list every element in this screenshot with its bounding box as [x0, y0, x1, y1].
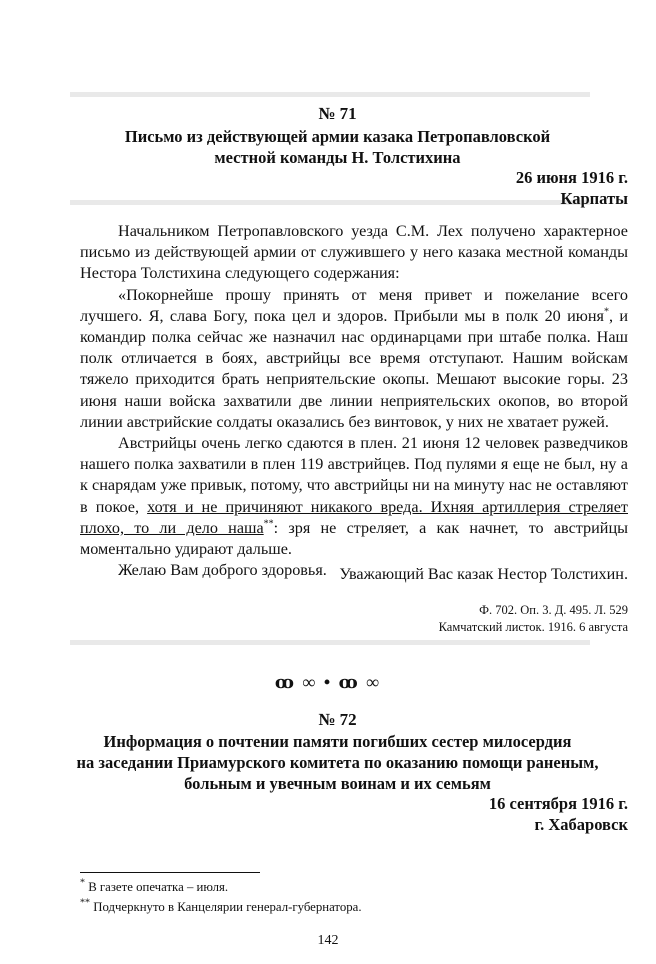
footnote-1-mark: * [80, 877, 85, 889]
page-number: 142 [317, 933, 339, 948]
footnote-1-text: В газете опечатка – июля. [85, 880, 229, 894]
doc71-title-line1: Письмо из действующей армии казака Петропавловской [124, 127, 551, 146]
doc71-letter-closing: Желаю Вам доброго здоровья. [118, 561, 327, 580]
footnote-ref-2: ** [263, 518, 274, 530]
doc71-source: Камчатский листок. 1916. 6 августа [438, 620, 628, 634]
doc72-number: № 72 [318, 710, 357, 729]
doc71-letter-paragraph-1 [80, 285, 628, 433]
doc71-intro: Начальником Петропавловского уезда С.М. Лех получено характерное письмо из действующей армии от служившего у него казака местной команды Нестора Толстихина следующего содержания: [80, 222, 628, 283]
doc71-archive-ref: Ф. 702. Оп. 3. Д. 495. Л. 529 [479, 603, 628, 617]
footnote-ref-1: * [603, 306, 609, 318]
letter-p2-part-a: Австрийцы очень легко сдаются в плен. 21 июня 12 человек разведчиков нашего полка захватили в плен 119 австрийцев. Под пулями я еще не был, ну а к снарядам уже привык, потому, что австрийцы ни на минуту нас не оставляют в покое, [80, 434, 628, 516]
underlined-passage: хотя и не причиняют никакого вреда. Ихняя артиллерия стреляет плохо, то ли дело наша [80, 497, 628, 537]
doc71-number: № 71 [318, 104, 357, 123]
doc71-letter-paragraph-2 [80, 433, 628, 560]
bleed-through-mark [70, 92, 590, 97]
section-divider-ornament: ꝏ ∞ • ꝏ ∞ [274, 672, 382, 692]
letter-p1-part-a: «Покорнейше прошу принять от меня привет и пожелание всего лучшего. Я, слава Богу, пока цел и здоров. Прибыли мы в полк 20 июня [80, 285, 628, 325]
footnote-divider [80, 872, 260, 873]
footnote-2 [80, 897, 362, 915]
letter-p1-part-b: , и командир полка сейчас же назначил нас ординарцами при штабе полка. Наш полк отличается в боях, австрийцы все время отступают. Нашим войскам тяжело приходится брать неприятельские окопы. Мешают высокие горы. 23 июня наши войска захватили две линии неприятельских окопов, во второй линии австрийские солдаты оказались без винтовок, у них не хватает ружей. [80, 306, 628, 431]
doc72-title-line2: на заседании Приамурского комитета по оказанию помощи раненым, [76, 753, 599, 772]
footnote-1 [80, 877, 229, 895]
doc72-title-line1: Информация о почтении памяти погибших сестер милосердия [103, 732, 572, 751]
doc72-title-line3: больным и увечным воинам и их семьям [184, 774, 491, 793]
doc71-title-line2: местной команды Н. Толстихина [214, 148, 461, 167]
bleed-through-mark [70, 200, 590, 205]
footnote-2-text: Подчеркнуто в Канцелярии генерал-губернатора. [90, 900, 362, 914]
letter-p2-part-b: : зря не стреляет, а как начнет, то австрийцы моментально удирают дальше. [80, 518, 628, 559]
doc71-date: 26 июня 1916 г. [515, 168, 628, 187]
doc71-signature: Уважающий Вас казак Нестор Толстихин. [339, 565, 628, 583]
bleed-through-mark [70, 640, 590, 645]
doc71-body [80, 221, 628, 581]
doc72-date: 16 сентября 1916 г. [488, 794, 628, 813]
footnote-2-mark: ** [80, 897, 90, 909]
doc71-place: Карпаты [560, 189, 628, 208]
doc72-place: г. Хабаровск [534, 815, 628, 834]
